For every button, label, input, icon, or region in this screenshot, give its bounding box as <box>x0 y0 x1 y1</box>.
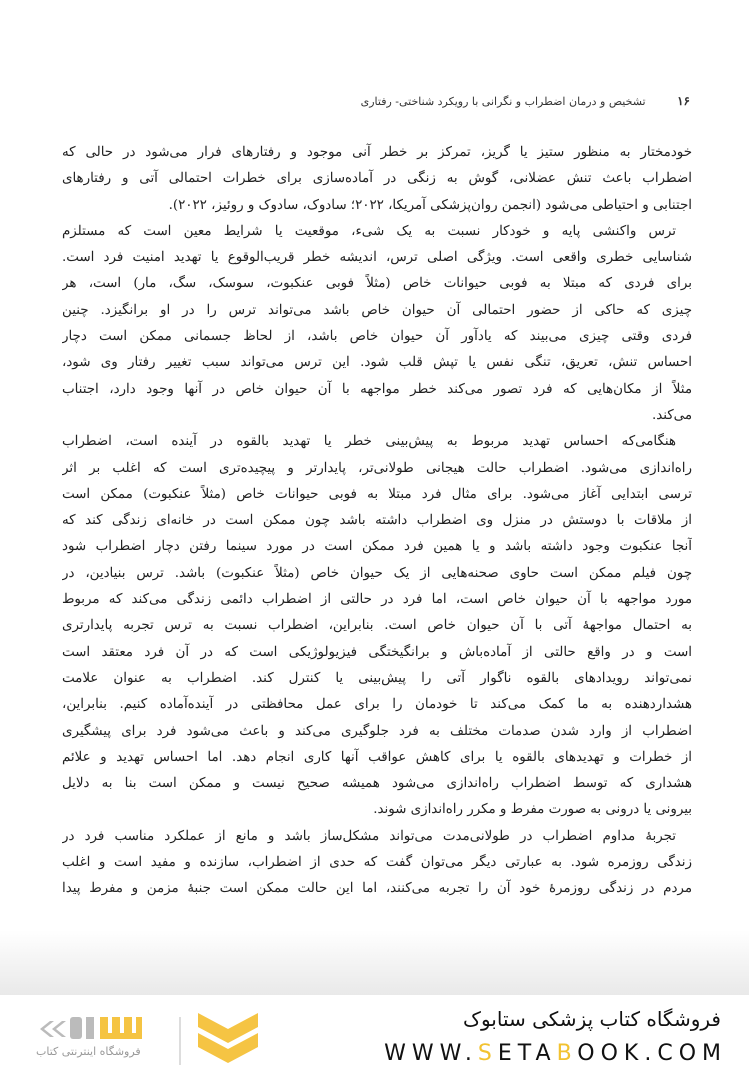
text-line: هنگامی‌که احساس تهدید مربوط به پیش‌بینی خطر یا تهدید بالقوه در آینده است، اضطراب <box>62 434 676 450</box>
text-line: بیرونی یا درونی به صورت مفرط و مکرر راه‌اندازی شوند. <box>373 802 692 818</box>
text-line: از ملاقات با دوستش در منزل وی اضطراب داشته باشد چون ممکن است در خانه‌ای زندگی کند که <box>62 513 692 529</box>
url-part: B <box>556 1041 578 1066</box>
paragraph <box>62 219 692 429</box>
setabook-logo <box>30 1009 290 1071</box>
text-line: می‌کند. <box>651 407 692 423</box>
text-line: شناسایی خطری واقعی است. ویژگی اصلی ترس، اندیشه خطر قریب‌الوقوع یا تهدید امنیت فرد است. <box>62 250 692 266</box>
text-line: هشداردهنده به ما کمک می‌کند تا خودمان را برای عمل محافظتی در آینده‌آماده کنیم. بنابراین، <box>62 697 692 713</box>
text-line: زندگی روزمره شود. به عبارتی دیگر می‌توان گفت که حدی از اضطراب، سازنده و مفید است و اغلب <box>62 855 692 871</box>
chevron-logo-icon <box>198 1013 258 1063</box>
text-line: احساس تنش، تعریق، تنگی نفس یا تپش قلب شود. این ترس می‌تواند سبب تغییر رفتار وی شود، <box>62 355 692 371</box>
text-line: اجتنابی و احتیاطی می‌شود (انجمن روان‌پزشکی آمریکا، ۲۰۲۲؛ سادوک، سادوک و روئیز، ۲۰۲۲). <box>168 197 692 213</box>
logo-tagline: فروشگاه اینترنتی کتاب <box>36 1045 141 1058</box>
text-line: نمی‌تواند رویدادهای بالقوه ناگوار آتی را پیش‌بینی یا کنترل کند. اضطراب به عنوان علامت <box>62 670 692 686</box>
url-part: WWW. <box>384 1041 478 1066</box>
text-line: مثلاً از مکان‌هایی که فرد تصور می‌کند خطر مواجهه با آن حیوان خاص در آنها وجود دارد، اجتناب <box>62 381 692 397</box>
text-line: خودمختار به منظور ستیز یا گریز، تمرکز بر خطر آنی موجود و رفتارهای فرار می‌شود در حالی که <box>62 145 692 160</box>
text-line: از خطرات و تهدیدهای بالقوه یا برای کاهش عواقب آنها کاری انجام دهد. اما احساس تهدید و علائم <box>62 749 692 765</box>
text-line: هشداری که توسط اضطراب راه‌اندازی می‌شود همیشه صحیح نیست و ممکن است بنا به دلایل <box>62 776 692 792</box>
paragraph <box>62 824 692 903</box>
text-line: ترس واکنشی پایه و خودکار نسبت به یک شیء، موقعیت یا شرایط معین است که مستلزم <box>62 223 676 239</box>
running-title: تشخیص و درمان اضطراب و نگرانی با رویکرد شناختی- رفتاری <box>360 95 646 108</box>
url-part: S <box>477 1041 498 1066</box>
text-line: اضطراب باعث تنش عضلانی، گوش به زنگی در آماده‌سازی برای خطرات احتمالی آتی و رفتارهای <box>62 171 692 187</box>
text-line: راه‌اندازی می‌شود. اضطراب حالت هیجانی طولانی‌تر، پایدارتر و پیچیده‌تری است که اغلب بر اثر <box>62 460 692 476</box>
paragraph <box>62 140 692 219</box>
page-header <box>60 94 690 108</box>
text-line: ترسی ابتدایی آغاز می‌شود. برای مثال فرد مبتلا به فوبی حیوانات خاص (مثلاً عنکبوت) ممکن است <box>62 486 692 502</box>
paragraph <box>62 429 692 823</box>
text-line: برای فردی که مبتلا به فوبی حیوانات خاص (مثلاً فوبی عنکبوت، سوسک، سگ، مار) است، هر <box>62 276 692 292</box>
page-number: ۱۶ <box>677 94 690 108</box>
text-line: فردی وقتی چیزی می‌بیند که یادآور آن حیوان خاص باشد، از لحاظ جسمانی ممکن است دچار <box>62 329 692 345</box>
text-line: آنجا عنکبوت وجود داشته باشد و یا همین فرد ممکن است در مورد سینما رفتن دچار اضطراب شود <box>62 539 692 555</box>
text-line: به احتمال مواجههٔ آتی با آن حیوان خاص است. بنابراین، اضطراب نسبت به ترس تجربه پایدارتری <box>62 618 692 634</box>
page-body <box>62 140 692 903</box>
text-line: تجربهٔ مداوم اضطراب در طولانی‌مدت می‌تواند مشکل‌ساز باشد و مانع از عملکرد مناسب فرد در <box>62 828 676 844</box>
text-line: چون فیلم ممکن است حاوی صحنه‌هایی از یک حیوان خاص (مثلاً عنکبوت) باشد. ترس بنیادین، در <box>62 565 692 581</box>
text-line: مورد مواجهه با آن حیوان خاص است، اما فرد در حالتی از اضطراب دائمی زندگی می‌کند که مربوط <box>62 592 692 608</box>
store-name: فروشگاه کتاب پزشکی ستابوک <box>463 1007 721 1031</box>
text-line: است و در واقع حالتی از آماده‌باش و برانگیختگی فیزیولوژیکی است که در آن فرد معتقد است <box>62 644 692 660</box>
text-line: مردم در زندگی روزمرهٔ خود آن را تجربه می‌کنند، اما این حالت ممکن است جنبهٔ مزمن و مفرط پیدا <box>62 881 692 897</box>
watermark-footer <box>0 995 749 1079</box>
store-url[interactable] <box>384 1041 727 1066</box>
url-part: OOK.COM <box>577 1041 727 1066</box>
url-part: ETA <box>497 1041 557 1066</box>
text-line: اضطراب از وارد شدن صدمات مختلف به فرد جلوگیری می‌کند و باعث می‌شود فرد برای پیشگیری <box>62 723 692 739</box>
text-line: چیزی که حاکی از حضور احتمالی آن حیوان خاص باشد می‌تواند ترس را در او برانگیزد. چنین <box>62 302 692 318</box>
